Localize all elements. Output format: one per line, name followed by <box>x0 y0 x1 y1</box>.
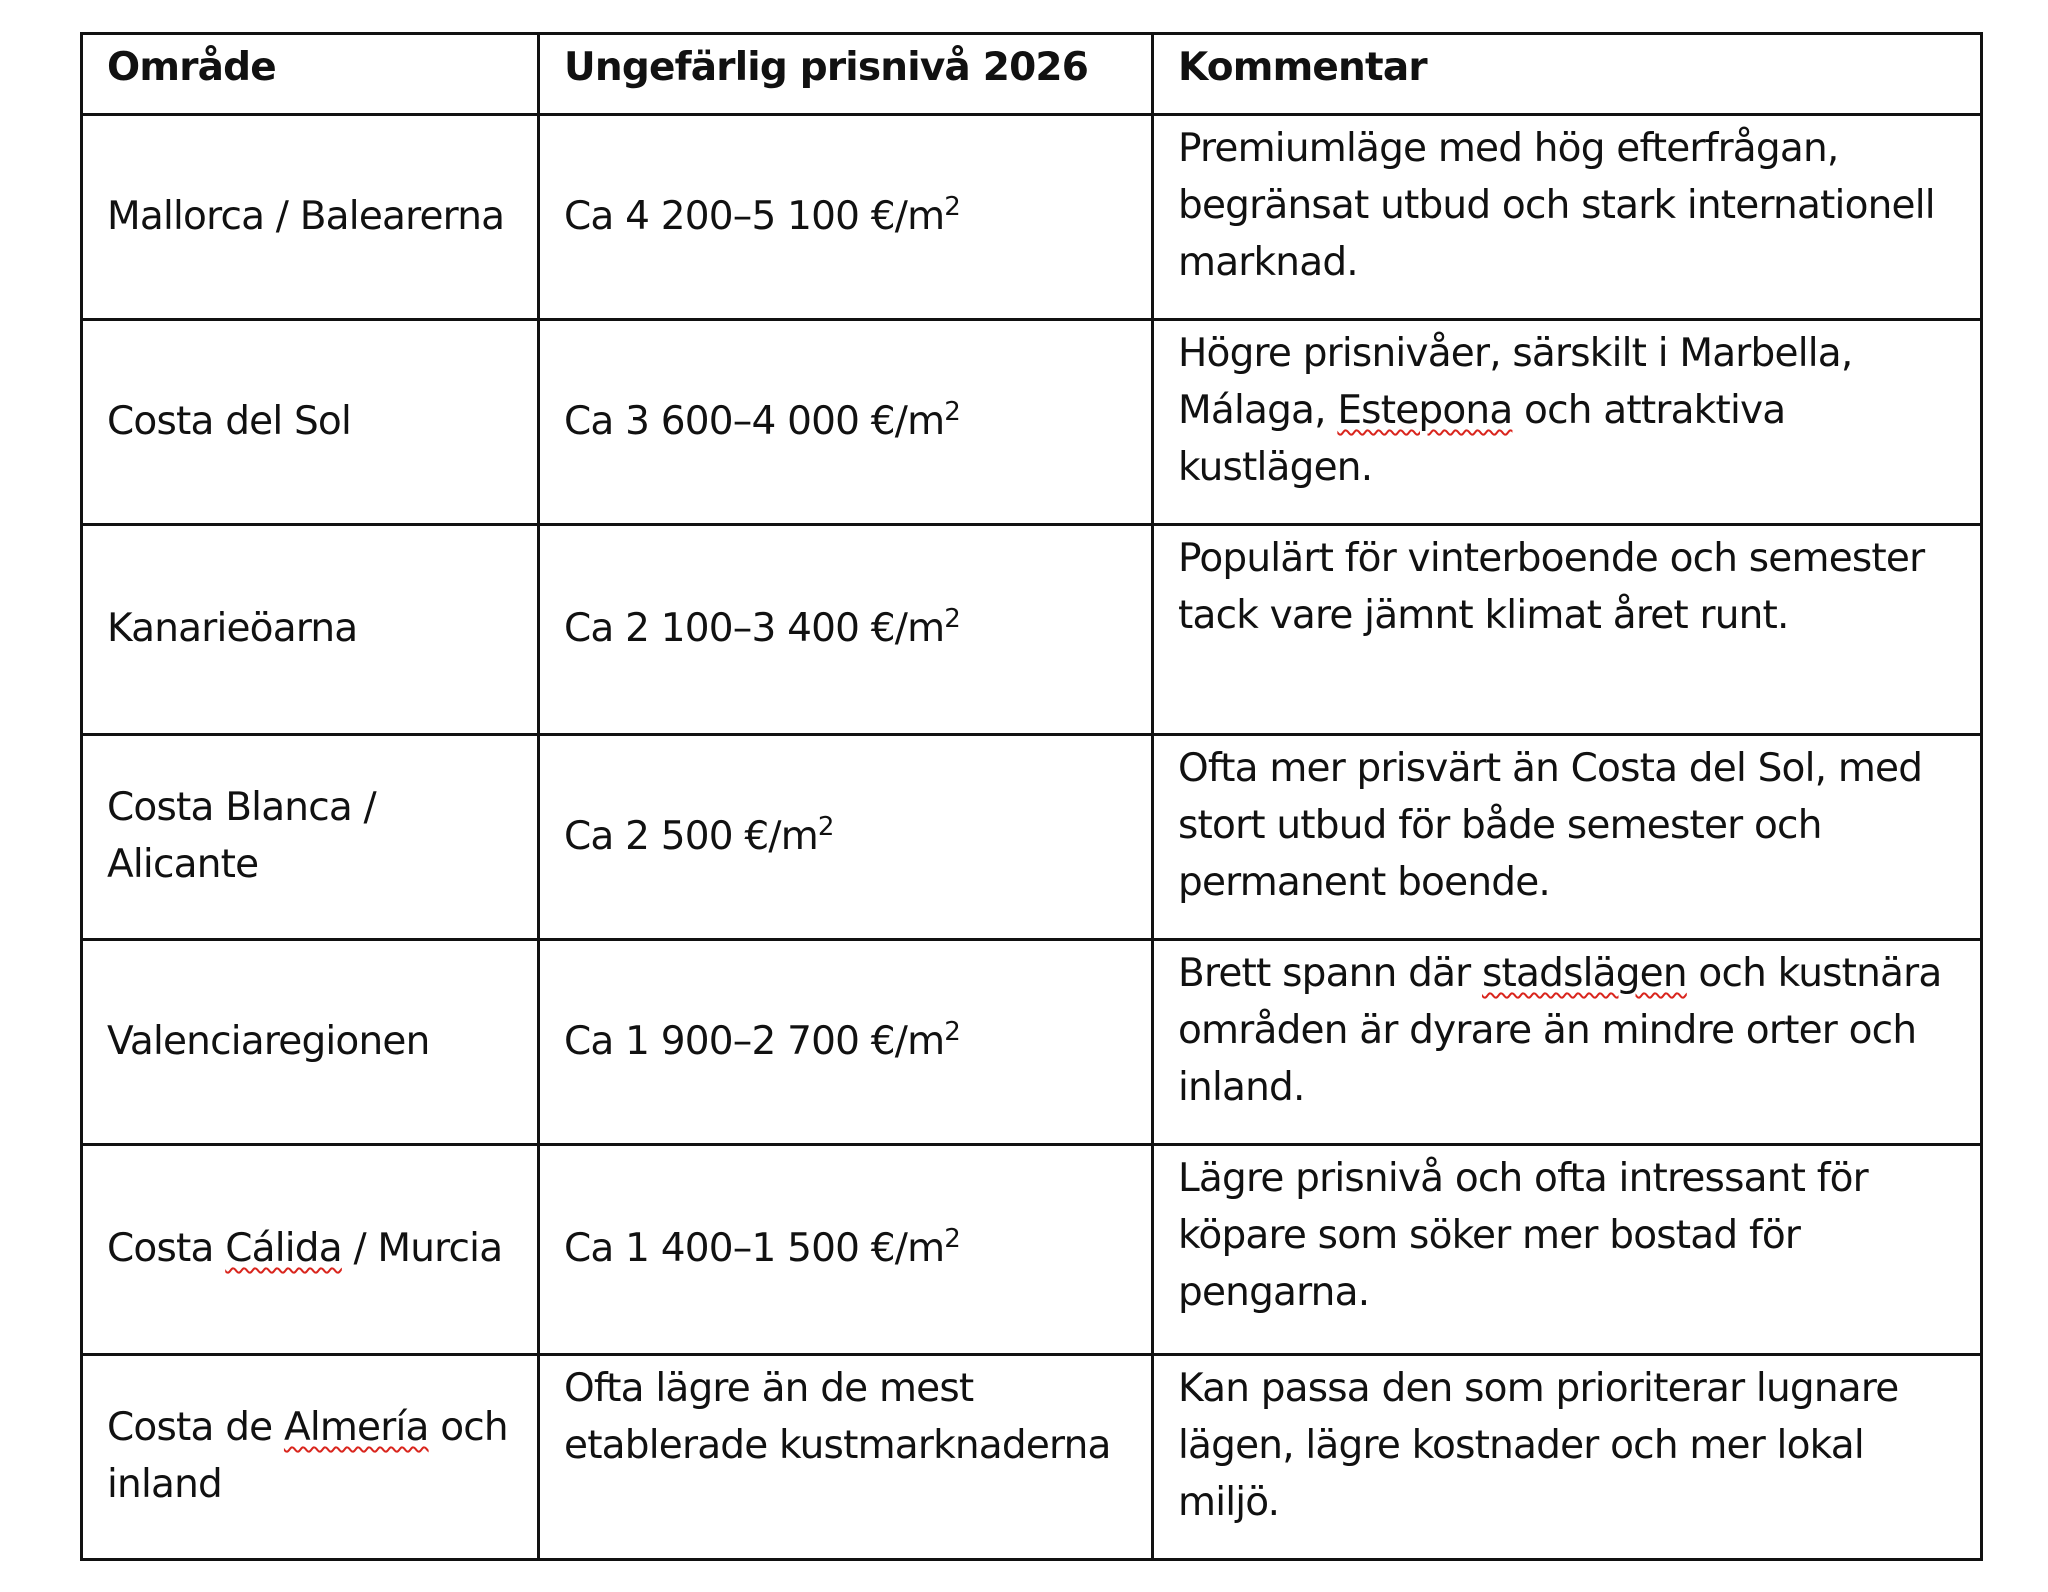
area-cell: Mallorca / Balearerna <box>82 115 539 320</box>
table-body <box>82 115 1982 1560</box>
unit-superscript: 2 <box>944 396 961 427</box>
comment-cell <box>1153 940 1982 1145</box>
comment-cell: Ofta mer prisvärt än Costa del Sol, med stort utbud för både semester och permanent boende. <box>1153 735 1982 940</box>
comment-text: Högre prisnivåer, särskilt i Marbella, Málaga, <box>1178 331 1853 433</box>
header-price: Ungefärlig prisnivå 2026 <box>539 34 1153 115</box>
price-cell: Ofta lägre än de mest etablerade kustmarknaderna <box>539 1355 1153 1560</box>
spellcheck-flagged-word[interactable]: stadslägen <box>1482 951 1687 996</box>
table-row <box>82 735 1982 940</box>
unit-superscript: 2 <box>944 1016 961 1047</box>
table-row <box>82 1355 1982 1560</box>
area-text: Costa de <box>107 1405 284 1450</box>
area-cell: Costa Blanca / Alicante <box>82 735 539 940</box>
price-cell <box>539 115 1153 320</box>
spellcheck-flagged-word[interactable]: Estepona <box>1337 388 1513 433</box>
price-text: Ca 1 400–1 500 €/m <box>564 1226 945 1271</box>
price-text: Ca 2 500 €/m <box>564 813 818 859</box>
area-text: Costa <box>107 1226 226 1271</box>
price-cell <box>539 525 1153 735</box>
area-cell: Valenciaregionen <box>82 940 539 1145</box>
area-cell <box>82 1145 539 1355</box>
price-cell <box>539 940 1153 1145</box>
comment-text: Brett spann där <box>1178 951 1482 996</box>
unit-superscript: 2 <box>944 191 961 222</box>
price-text: Ca 1 900–2 700 €/m <box>564 1018 945 1064</box>
comment-text: och kustnära områden är dyrare än mindre orter och inland. <box>1178 951 1942 1110</box>
comment-text: och attraktiva kustlägen. <box>1178 388 1786 490</box>
comment-cell <box>1153 320 1982 525</box>
unit-superscript: 2 <box>944 1224 961 1254</box>
table-row <box>82 320 1982 525</box>
header-comment: Kommentar <box>1153 34 1982 115</box>
header-area: Område <box>82 34 539 115</box>
price-comparison-table <box>80 32 1983 1561</box>
area-text: och inland <box>107 1405 508 1507</box>
table-row <box>82 115 1982 320</box>
table-row <box>82 1145 1982 1355</box>
unit-superscript: 2 <box>817 811 834 842</box>
header-row <box>82 34 1982 115</box>
table-row <box>82 525 1982 735</box>
spellcheck-flagged-word[interactable]: Almería <box>283 1405 429 1450</box>
area-cell <box>82 1355 539 1560</box>
spellcheck-flagged-word[interactable]: Cálida <box>225 1226 342 1271</box>
price-text: Ca 2 100–3 400 €/m <box>564 606 945 651</box>
table-header <box>82 34 1982 115</box>
comment-cell: Lägre prisnivå och ofta intressant för köpare som söker mer bostad för pengarna. <box>1153 1145 1982 1355</box>
area-cell: Costa del Sol <box>82 320 539 525</box>
comment-cell: Premiumläge med hög efterfrågan, begränsat utbud och stark internationell marknad. <box>1153 115 1982 320</box>
price-cell <box>539 320 1153 525</box>
comment-cell: Populärt för vinterboende och semester tack vare jämnt klimat året runt. <box>1153 525 1982 735</box>
comment-cell: Kan passa den som prioriterar lugnare lägen, lägre kostnader och mer lokal miljö. <box>1153 1355 1982 1560</box>
area-cell: Kanarieöarna <box>82 525 539 735</box>
unit-superscript: 2 <box>944 604 961 634</box>
area-text: / Murcia <box>341 1226 503 1271</box>
price-text: Ca 3 600–4 000 €/m <box>564 398 945 444</box>
price-text: Ca 4 200–5 100 €/m <box>564 193 945 239</box>
price-cell <box>539 1145 1153 1355</box>
price-cell <box>539 735 1153 940</box>
table-row <box>82 940 1982 1145</box>
